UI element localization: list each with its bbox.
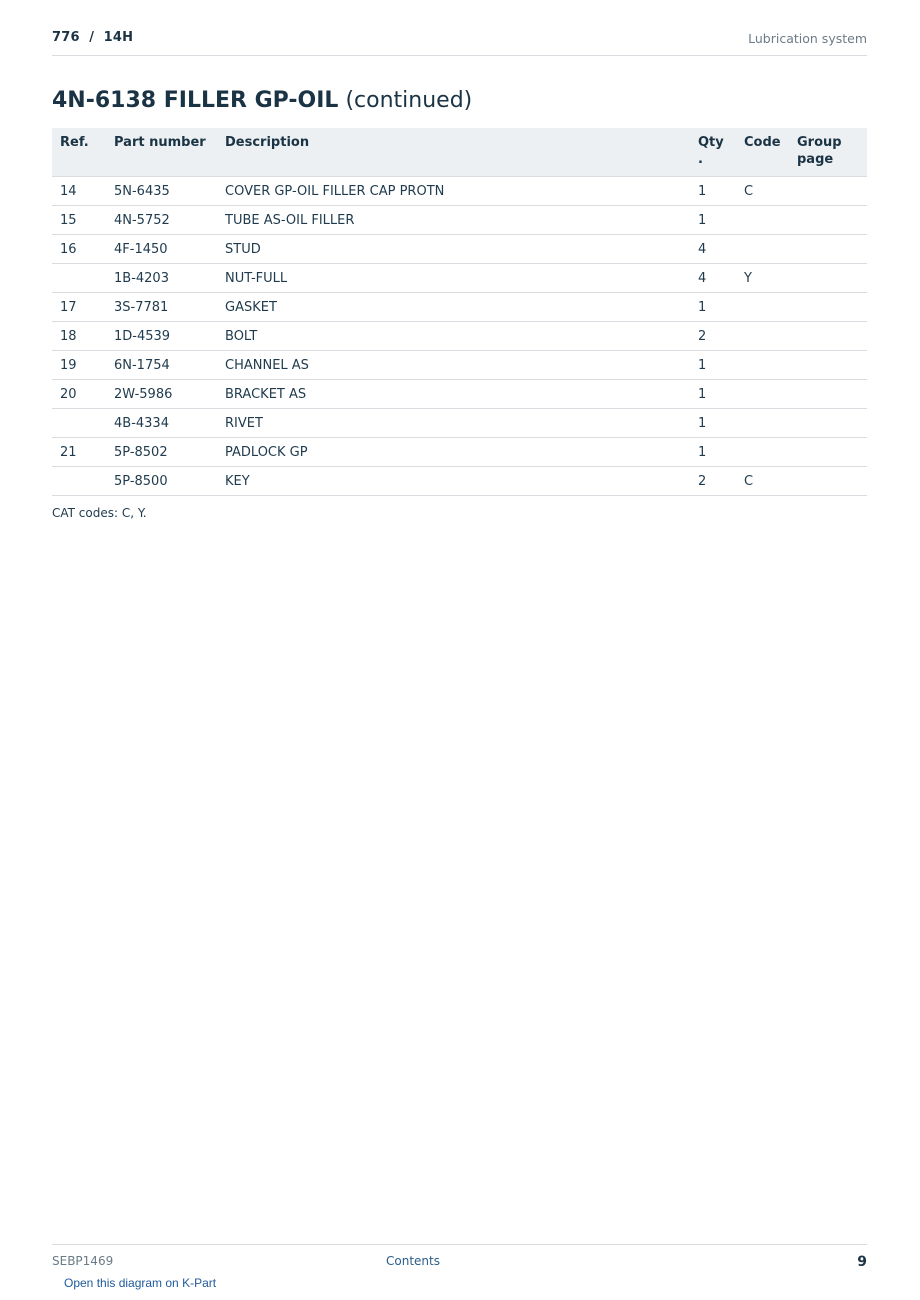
- table-row: [52, 206, 867, 235]
- ref-cell: 19: [52, 351, 106, 380]
- group-page-cell: [789, 322, 867, 351]
- description-cell: BOLT: [217, 322, 690, 351]
- page-number: 9: [857, 1254, 867, 1270]
- code-cell: [736, 409, 789, 438]
- ref-cell: [52, 467, 106, 496]
- ref-cell: 20: [52, 380, 106, 409]
- part-number-cell: 4N-5752: [106, 206, 217, 235]
- code-cell: [736, 380, 789, 409]
- description-cell: PADLOCK GP: [217, 438, 690, 467]
- description-cell: RIVET: [217, 409, 690, 438]
- document-id: SEBP1469: [52, 1254, 114, 1268]
- part-number-cell: 4F-1450: [106, 235, 217, 264]
- code-cell: [736, 351, 789, 380]
- code-cell: C: [736, 177, 789, 206]
- ref-cell: [52, 409, 106, 438]
- group-page-cell: [789, 293, 867, 322]
- code-cell: [736, 235, 789, 264]
- group-page-cell: [789, 380, 867, 409]
- table-row: [52, 322, 867, 351]
- group-page-cell: [789, 264, 867, 293]
- qty-cell: 1: [690, 206, 736, 235]
- part-number-cell: 6N-1754: [106, 351, 217, 380]
- description-cell: TUBE AS-OIL FILLER: [217, 206, 690, 235]
- qty-cell: 4: [690, 235, 736, 264]
- code-cell: [736, 206, 789, 235]
- qty-cell: 2: [690, 467, 736, 496]
- machine-model: 776 / 14H: [52, 30, 134, 45]
- column-header-group-page: Group page: [789, 128, 867, 177]
- column-header-description: Description: [217, 128, 690, 177]
- section-name: Lubrication system: [748, 31, 867, 46]
- ref-cell: 16: [52, 235, 106, 264]
- part-number-cell: 5N-6435: [106, 177, 217, 206]
- qty-cell: 1: [690, 351, 736, 380]
- ref-cell: 17: [52, 293, 106, 322]
- description-cell: GASKET: [217, 293, 690, 322]
- page-title: [52, 88, 472, 113]
- table-row: [52, 409, 867, 438]
- part-number-cell: 4B-4334: [106, 409, 217, 438]
- part-number-cell: 3S-7781: [106, 293, 217, 322]
- part-number-cell: 1D-4539: [106, 322, 217, 351]
- part-number-cell: 1B-4203: [106, 264, 217, 293]
- title-part: 4N-6138 FILLER GP-OIL: [52, 88, 339, 113]
- ref-cell: 14: [52, 177, 106, 206]
- description-cell: KEY: [217, 467, 690, 496]
- qty-cell: 1: [690, 177, 736, 206]
- table-row: [52, 235, 867, 264]
- group-page-cell: [789, 351, 867, 380]
- description-cell: CHANNEL AS: [217, 351, 690, 380]
- description-cell: COVER GP-OIL FILLER CAP PROTN: [217, 177, 690, 206]
- code-cell: [736, 322, 789, 351]
- title-suffix: (continued): [338, 88, 473, 113]
- cat-codes-note: CAT codes: C, Y.: [52, 506, 147, 520]
- column-header-qty: Qty .: [690, 128, 736, 177]
- contents-link[interactable]: Contents: [386, 1254, 440, 1268]
- part-number-cell: 5P-8500: [106, 467, 217, 496]
- code-cell: C: [736, 467, 789, 496]
- code-cell: [736, 438, 789, 467]
- part-number-cell: 5P-8502: [106, 438, 217, 467]
- qty-cell: 1: [690, 409, 736, 438]
- table-row: [52, 467, 867, 496]
- group-page-cell: [789, 235, 867, 264]
- table-row: [52, 177, 867, 206]
- table-row: [52, 380, 867, 409]
- ref-cell: [52, 264, 106, 293]
- page-footer: [52, 1244, 867, 1269]
- description-cell: STUD: [217, 235, 690, 264]
- qty-cell: 2: [690, 322, 736, 351]
- qty-cell: 1: [690, 380, 736, 409]
- description-cell: BRACKET AS: [217, 380, 690, 409]
- table-body: [52, 177, 867, 496]
- group-page-cell: [789, 438, 867, 467]
- column-header-code: Code: [736, 128, 789, 177]
- table-header-row: [52, 128, 867, 177]
- group-page-cell: [789, 409, 867, 438]
- description-cell: NUT-FULL: [217, 264, 690, 293]
- group-page-cell: [789, 177, 867, 206]
- code-cell: [736, 293, 789, 322]
- group-page-cell: [789, 206, 867, 235]
- qty-cell: 1: [690, 293, 736, 322]
- ref-cell: 18: [52, 322, 106, 351]
- table-row: [52, 351, 867, 380]
- qty-cell: 1: [690, 438, 736, 467]
- column-header-part-number: Part number: [106, 128, 217, 177]
- parts-table: [52, 128, 867, 496]
- table-row: [52, 438, 867, 467]
- ref-cell: 21: [52, 438, 106, 467]
- part-number-cell: 2W-5986: [106, 380, 217, 409]
- column-header-ref: Ref.: [52, 128, 106, 177]
- ref-cell: 15: [52, 206, 106, 235]
- code-cell: Y: [736, 264, 789, 293]
- group-page-cell: [789, 467, 867, 496]
- page-header: [52, 22, 867, 56]
- table-row: [52, 264, 867, 293]
- qty-cell: 4: [690, 264, 736, 293]
- kpart-link[interactable]: Open this diagram on K-Part: [64, 1276, 217, 1290]
- table-row: [52, 293, 867, 322]
